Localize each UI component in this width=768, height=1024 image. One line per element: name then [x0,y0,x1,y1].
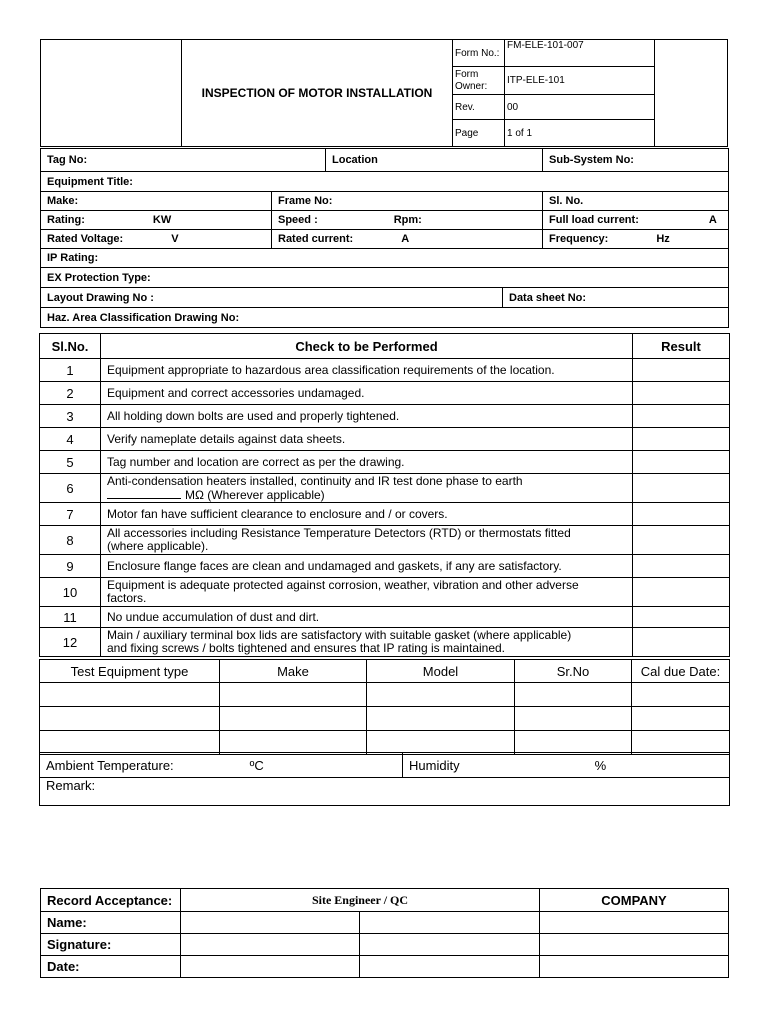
date-cell[interactable] [181,956,360,978]
rated-current-label: Rated current: [278,233,354,245]
result-cell[interactable] [633,526,730,555]
result-cell[interactable] [633,628,730,657]
acceptance-table [40,888,729,978]
table-cell[interactable] [40,731,220,755]
table-cell[interactable] [367,707,515,731]
page-value: 1 of 1 [505,120,655,147]
result-cell[interactable] [633,555,730,578]
table-cell[interactable] [367,731,515,755]
table-row [40,382,730,405]
remark-field[interactable]: Remark: [40,778,730,806]
check-text: Main / auxiliary terminal box lids are satisfactory with suitable gasket (where applicable) [107,628,572,642]
table-cell[interactable] [367,683,515,707]
result-cell[interactable] [633,405,730,428]
row-number: 8 [40,526,101,555]
table-cell[interactable] [515,683,632,707]
signature-cell[interactable] [360,934,540,956]
check-text: Verify nameplate details against data sheets. [101,428,633,451]
form-no-label: Form No.: [453,40,505,67]
check-text: Equipment and correct accessories undamaged. [101,382,633,405]
check-text: Enclosure flange faces are clean and undamaged and gaskets, if any are satisfactory. [101,555,633,578]
rated-voltage-unit: V [171,233,179,245]
date-cell[interactable] [540,956,729,978]
make-field[interactable]: Make: [41,192,272,211]
row-number: 1 [40,359,101,382]
company-header: COMPANY [540,889,729,912]
check-text: All accessories including Resistance Temperature Detectors (RTD) or thermostats fitted [107,526,571,540]
temperature-unit: ºC [249,757,264,773]
form-title: INSPECTION OF MOTOR INSTALLATION [182,40,453,147]
name-cell[interactable] [540,912,729,934]
haz-area-field[interactable]: Haz. Area Classification Drawing No: [41,308,729,328]
rating-field[interactable] [41,211,272,230]
table-row [40,731,730,755]
row-number: 4 [40,428,101,451]
checklist-table [39,333,730,657]
col-check-header: Check to be Performed [101,334,633,359]
row-number: 2 [40,382,101,405]
signature-label: Signature: [41,934,181,956]
col-make: Make [220,660,367,683]
table-row [40,683,730,707]
table-cell[interactable] [220,731,367,755]
row-number: 9 [40,555,101,578]
header-table [40,39,728,147]
location-field[interactable]: Location [326,149,543,172]
signature-cell[interactable] [540,934,729,956]
table-cell[interactable] [220,707,367,731]
check-text-multiline [101,628,633,657]
name-cell[interactable] [360,912,540,934]
conditions-table [39,752,730,806]
form-owner-label: Form Owner: [453,67,505,95]
table-row [40,428,730,451]
form-owner-value: ITP-ELE-101 [505,67,655,95]
table-row [40,607,730,628]
date-cell[interactable] [360,956,540,978]
check-text-continued: and fixing screws / bolts tightened and ensures that IP rating is maintained. [107,641,506,655]
full-load-current-label: Full load current: [549,214,639,226]
check-text-continued: MΩ (Wherever applicable) [107,488,626,502]
table-cell[interactable] [40,707,220,731]
blank-line [107,488,181,499]
result-cell[interactable] [633,382,730,405]
col-result-header: Result [633,334,730,359]
result-cell[interactable] [633,428,730,451]
row-number: 10 [40,578,101,607]
ambient-temperature-label: Ambient Temperature: [46,757,174,773]
name-cell[interactable] [181,912,360,934]
rev-value: 00 [505,95,655,120]
site-engineer-header: Site Engineer / QC [181,889,540,912]
row-number: 12 [40,628,101,657]
check-text: All holding down bolts are used and properly tightened. [101,405,633,428]
check-text: Anti-condensation heaters installed, continuity and IR test done phase to earth [107,473,523,488]
check-text-multiline [101,578,633,607]
check-text: Equipment is adequate protected against corrosion, weather, vibration and other adverse [107,578,579,592]
table-cell[interactable] [220,683,367,707]
record-acceptance-label: Record Acceptance: [41,889,181,912]
table-cell[interactable] [632,731,730,755]
humidity-label: Humidity [409,757,460,773]
sl-no-field[interactable]: Sl. No. [543,192,729,211]
check-text-multiline [101,474,633,503]
result-cell[interactable] [633,359,730,382]
check-text-multiline [101,526,633,555]
frequency-field[interactable] [543,230,729,249]
humidity-unit: % [594,757,607,773]
col-cal-due-date: Cal due Date: [632,660,730,683]
rated-voltage-field[interactable] [41,230,272,249]
table-row [40,555,730,578]
frame-no-field[interactable]: Frame No: [272,192,543,211]
name-label: Name: [41,912,181,934]
check-text: Equipment appropriate to hazardous area classification requirements of the location. [101,359,633,382]
test-equipment-table [39,659,730,755]
ex-protection-field[interactable]: EX Protection Type: [41,268,729,288]
check-text: Motor fan have sufficient clearance to enclosure and / or covers. [101,503,633,526]
frequency-label: Frequency: [549,233,609,245]
page-label: Page [453,120,505,147]
form-no-value: FM-ELE-101-007 [505,40,655,67]
table-cell[interactable] [632,683,730,707]
ip-rating-field[interactable]: IP Rating: [41,249,729,268]
col-sr-no: Sr.No [515,660,632,683]
layout-drawing-field[interactable]: Layout Drawing No : [41,288,503,308]
result-cell[interactable] [633,451,730,474]
table-row [40,359,730,382]
result-cell[interactable] [633,503,730,526]
sub-system-field[interactable]: Sub-System No: [543,149,729,172]
date-label: Date: [41,956,181,978]
table-row [40,628,730,657]
row-number: 7 [40,503,101,526]
table-row [40,405,730,428]
ambient-temperature-field[interactable] [40,753,403,778]
logo-cell [41,40,182,147]
tag-no-field[interactable]: Tag No: [41,149,326,172]
check-text: No undue accumulation of dust and dirt. [101,607,633,628]
rev-label: Rev. [453,95,505,120]
humidity-field[interactable] [403,753,730,778]
col-model: Model [367,660,515,683]
table-cell[interactable] [515,707,632,731]
table-row [40,526,730,555]
frequency-unit: Hz [656,233,670,245]
check-text-continued: factors. [107,591,147,605]
result-cell[interactable] [633,474,730,503]
table-row [40,451,730,474]
full-load-current-unit: A [708,214,717,226]
signature-cell[interactable] [181,934,360,956]
check-text: Tag number and location are correct as per the drawing. [101,451,633,474]
table-cell[interactable] [515,731,632,755]
row-number: 3 [40,405,101,428]
table-row [40,474,730,503]
equipment-title-field[interactable]: Equipment Title: [41,172,729,192]
rated-current-field[interactable] [272,230,543,249]
equipment-info-table [40,148,729,328]
table-row [40,578,730,607]
table-cell[interactable] [40,683,220,707]
table-cell[interactable] [632,707,730,731]
speed-unit: Rpm: [393,214,422,226]
header-blank-cell [655,40,728,147]
table-row [40,503,730,526]
rating-unit: KW [152,214,172,226]
table-row [40,707,730,731]
speed-field[interactable] [272,211,543,230]
full-load-current-field[interactable] [543,211,729,230]
result-cell[interactable] [633,607,730,628]
row-number: 6 [40,474,101,503]
row-number: 11 [40,607,101,628]
col-slno-header: Sl.No. [40,334,101,359]
data-sheet-field[interactable]: Data sheet No: [503,288,729,308]
row-number: 5 [40,451,101,474]
rating-label: Rating: [47,214,85,226]
rated-current-unit: A [401,233,410,245]
result-cell[interactable] [633,578,730,607]
rated-voltage-label: Rated Voltage: [47,233,124,245]
check-text-continued: (where applicable). [107,539,209,553]
col-test-equipment-type: Test Equipment type [40,660,220,683]
speed-label: Speed : [278,214,318,226]
